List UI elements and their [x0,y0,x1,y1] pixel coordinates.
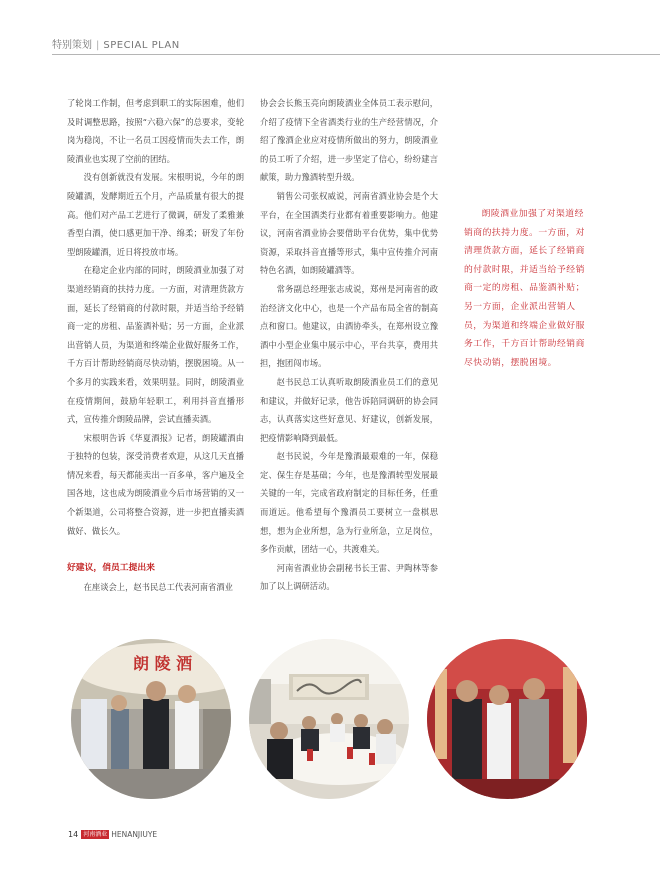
page-footer [68,829,157,841]
photo-meeting-room-image [249,639,409,799]
article-column-2 [260,94,438,596]
paragraph: 销售公司张权威说，河南省酒业协会是个大平台，在全国酒类行业都有着重要影响力。他建议，河南省酒业协会要借助平台优势，集中优势资源，采取抖音直播等形式，集中宣传推介河南特色名酒，如朗陵罐酒等。 [260,190,438,276]
paragraph: 在座谈会上，赵书民总工代表河南省酒业 [83,581,233,592]
header-rule [52,54,660,55]
photo-exhibition-hall [427,639,587,799]
paragraph: 常务副总经理张志成说，郑州是河南省的政治经济文化中心，也是一个产品布局全省的制高点和窗口。他建议，由酒协牵头，在郑州设立豫酒中小型企业集中展示中心，平台共享，费用共担，抱团闯市场。 [260,283,438,369]
section-subhead: 好建议，俏员工提出来 [67,563,155,574]
photo-meeting-room [249,639,409,799]
page-header [52,39,660,55]
magazine-badge: 河南酒业 [83,831,108,838]
section-title-en: SPECIAL PLAN [103,40,180,51]
paragraph: 在稳定企业内部的同时，朗陵酒业加强了对渠道经销商的扶持力度。一方面，对清理货款方面，延长了经销商的付款时限，并适当给予经销商一定的房租、品鉴酒补贴；另一方面，企业派出营销人员，为渠道和终端企业做好服务工作，千方百计帮助经销商尽快动销，摆脱困境。从一个多月的实践来看，效果明显。同时，朗陵酒业在疫情期间，鼓励年轻职工，利用抖音直播形式，宣传推介朗陵品牌，尝试直播卖酒。 [67,265,244,425]
pull-quote: 朗陵酒业加强了对渠道经销商的扶持力度。一方面，对清理货款方面，延长了经销商的付款时限，并适当给予经销商一定的房租、品鉴酒补贴；另一方面，企业派出营销人员，为渠道和终端企业做好服务工作，千方百计帮助经销商尽快动销，摆脱困境。 [464,209,585,368]
paragraph: 协会会长熊玉亮向朗陵酒业全体员工表示慰问，介绍了疫情下全省酒类行业的生产经营情况，介绍了豫酒企业应对疫情所做出的努力，朗陵酒业的员工听了介绍，进一步坚定了信心，纷纷建言献策，助力豫酒转型升级。 [260,98,438,183]
section-title: 特别策划 [52,40,92,51]
paragraph: 赵书民总工认真听取朗陵酒业员工们的意见和建议，并做好记录，他告诉陪同调研的协会同志，认真落实这些好意见、好建议，创新发展，把疫情影响降到最低。 [260,376,438,443]
photo-sign-text: 朗 陵 酒 [133,654,193,673]
article-column-1 [67,94,244,596]
photo-exhibition-hall-image [427,639,587,799]
header-separator: | [96,40,100,51]
page-number: 14 [68,830,79,839]
photo-factory-visit-image [71,639,231,799]
paragraph: 了轮岗工作制，但考虑到职工的实际困难，他们及时调整思路，按照“六稳六保”的总要求，变轮岗为稳岗，不让一名员工因疫情而失去工作，朗陵酒业也实现了空前的团结。 [67,98,244,164]
paragraph: 宋根明告诉《华夏酒报》记者，朗陵罐酒由于独特的包装，深受消费者欢迎，从这几天直播情况来看，每天都能卖出一百多单，客户遍及全国各地，这也成为朗陵酒业今后市场营销的又一个新渠道，公司将整合资源，进一步把直播卖酒做好、做长久。 [67,432,244,536]
paragraph: 河南省酒业协会副秘书长王雷、尹陶林等参加了以上调研活动。 [260,562,438,592]
paragraph: 没有创新就没有发展。宋根明说，今年的朗陵罐酒，发酵期近五个月，产品质量有很大的提高。他们对产品工艺进行了微调，研发了柔雅兼香型白酒，使口感更加干净、绵柔；研发了年份型朗陵罐酒，近日将投放市场。 [67,172,244,257]
magazine-name-en: HENANJIUYE [111,830,158,839]
paragraph: 赵书民说，今年是豫酒最艰难的一年，保稳定、保生存是基础；今年，也是豫酒转型发展最关键的一年，完成省政府制定的目标任务，任重而道远。他希望每个豫酒员工要树立一盘棋思想，想为企业所想，急为行业所急，立足岗位，多作贡献，团结一心，共渡难关。 [260,451,438,555]
photo-factory-visit [71,639,231,799]
